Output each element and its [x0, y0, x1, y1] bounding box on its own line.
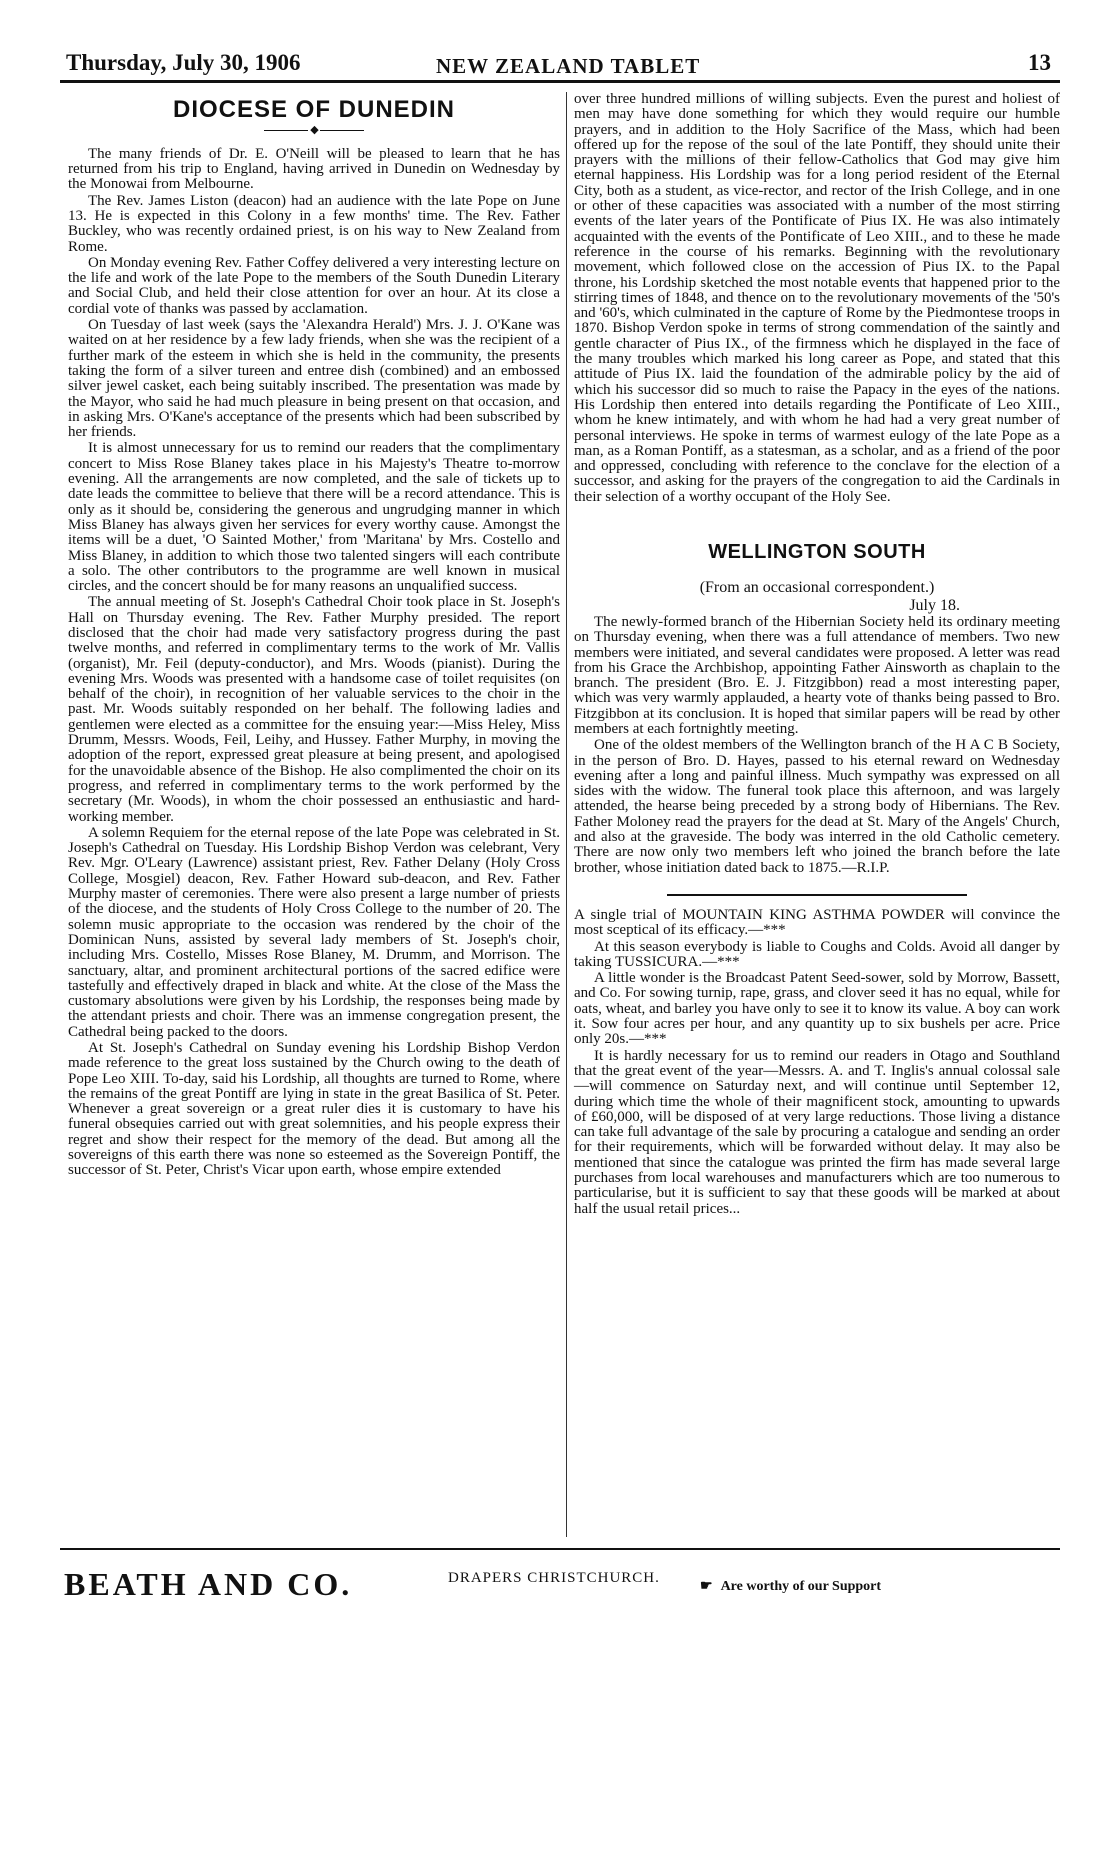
notice-inglis-sale: It is hardly necessary for us to remind our readers in Otago and Southland that the great event of the year—Messrs. A. and T. Inglis's annual colossal sale—will commence on Saturday next, and will continue until September 12, during which time the whole of their magnificent stock, amounting to upwards of £60,000, will be disposed of at very large reductions. Those living a distance can take full advantage of the sale by procuring a catalogue and sending an order for their requirements, which will be forwarded without delay. It may also be mentioned that since the catalogue was printed the firm has made several large purchases from local warehouses and manufacturers which are too numerous to particularise, but it is sufficient to say that these goods will be marked at about half the usual retail prices... [574, 1047, 1060, 1217]
support-slogan [700, 1578, 881, 1595]
footer-advert [60, 1548, 1060, 1608]
article-continuation: over three hundred millions of willing subjects. Even the purest and holiest of men may have done something for which they would require our humble prayers, and in addition to the Holy Sacrifice of the Mass, which had been offered up for the repose of the soul of the late Pontiff, they should unite their prayers with the millions of their fellow-Catholics that God may give him eternal happiness. His Lordship was for a long period resident of the Eternal City, both as a student, as vice-rector, and rector of the Irish College, and in one or other of these capacities was associated with a number of the most stirring events of the later years of the Pontificate of Pius IX. He was also intimately acquainted with the events of the Pontificate of Leo XIII., and to these he made reference in the course of his remarks. Beginning with the revolutionary movement, which followed close on the accession of Pius IX. to the Papal throne, his Lordship sketched the most notable events that happened prior to the stirring times of 1848, and thence on to the revolutionary movements of the '50's and '60's, which culminated in the capture of Rome by the Piedmontese troops in 1870. Bishop Verdon spoke in terms of strong commendation of the saintly and gentle character of Pius IX., of the firmness which he displayed in the face of the many troubles which marked his long career as Pope, and stated that this attitude of Pius IX. laid the foundation of the admirable policy by the aid of which his successor did so much to raise the Papacy in the eyes of the nations. His Lordship then entered into details regarding the Pontificate of Leo XIII., whom he knew intimately, and with whom he had had a very great number of personal interviews. He spoke in terms of warmest eulogy of the late Pope as a man, as a Roman Pontiff, as a statesman, as a scholar, and as a friend of the poor and oppressed, concluding with reference to the conclave for the election of a successor, and asking for the prayers of the congregation to aid the Cardinals in their selection of a worthy occupant of the Holy See. [574, 91, 1060, 505]
right-column [574, 92, 1060, 1217]
article-paragraph: The newly-formed branch of the Hibernian Society held its ordinary meeting on Thursday evening, when there was a full attendance of members. Two new members were initiated, and several candidates were proposed. A letter was read from his Grace the Archbishop, appointing Father Ainsworth as chaplain to the branch. The president (Bro. E. J. Fitzgibbon) read a most interesting paper, which was very warmly applauded, a hearty vote of thanks being passed to Bro. Fitzgibbon at its conclusion. It is hoped that similar papers will be read by other members at each fortnightly meeting. [574, 613, 1060, 737]
article-paragraph: It is almost unnecessary for us to remind our readers that the complimentary concert to Miss Rose Blaney takes place in his Majesty's Theatre to-morrow evening. All the arrangements are now completed, and the sale of tickets up to date leads the committee to believe that there will be a record attendance. This is only as it should be, considering the generous and ungrudging manner in which Miss Blaney has always given her services for every worthy cause. Amongst the items will be a duet, 'O Sainted Mother,' from 'Maritana' by Mrs. Costello and Miss Blaney, in addition to which those two talented singers will each contribute a solo. The other contributors to the programme are well known in musical circles, and the concert should be for many reasons an unqualified success. [68, 440, 560, 595]
article-paragraph: On Tuesday of last week (says the 'Alexandra Herald') Mrs. J. J. O'Kane was waited on at her residence by a few lady friends, when she was the recipient of a further mark of the esteem in which she is held in the community, the presents taking the form of a silver tureen and entree dish (combined) and an embossed silver jewel casket, each being suitably inscribed. The presentation was made by the Mayor, who said he had much pleasure in being present on that occasion, and in asking Mrs. O'Kane's acceptance of the presents which had been subscribed by her friends. [68, 317, 560, 441]
section-title-wellington: WELLINGTON SOUTH [708, 541, 926, 564]
article-paragraph: The annual meeting of St. Joseph's Cathedral Choir took place in St. Joseph's Hall on Thursday evening. The Rev. Father Murphy presided. The report disclosed that the choir had made very satisfactory progress during the past twelve months, and referred in complimentary terms to the work of Mr. Vallis (organist), Mr. Feil (deputy-conductor), and Mrs. Woods (pianist). During the evening Mrs. Woods was presented with a handsome case of toilet requisites (on behalf of the choir), in recognition of her valuable services to the choir in the past. Mr. Woods suitably responded on her behalf. The following ladies and gentlemen were elected as a committee for the ensuing year:—Miss Heley, Miss Drumm, Messrs. Woods, Feil, Leihy, and Hussey. Father Murphy, in moving the adoption of the report, expressed great pleasure at being present, and apologised for the unavoidable absence of the Bishop. He also complimented the choir on its progress, and referred in complimentary terms to the work performed by the secretary (Mr. Woods), in whom the choir possessed an enthusiastic and hard-working member. [68, 594, 560, 825]
article-paragraph: At St. Joseph's Cathedral on Sunday evening his Lordship Bishop Verdon made reference to the great loss sustained by the Church owing to the death of Pope Leo XIII. To-day, said his Lordship, all thoughts are turned to Rome, where the remains of the great Pontiff are lying in state in the great Basilica of St. Peter. Whenever a great sovereign or a great ruler dies it is customary to have his funeral obsequies carried out with great solemnities, and his people express their regret and show their respect for the memory of the dead. But among all the sovereigns of this earth there was none so esteemed as the Sovereign Pontiff, the successor of St. Peter, Christ's Vicar upon earth, whose empire extended [68, 1040, 560, 1179]
notice-asthma: A single trial of MOUNTAIN KING ASTHMA POWDER will convince the most sceptical of its efficacy.—*** [574, 906, 1060, 939]
pointing-hand-icon: ☛ [700, 1579, 713, 1594]
correspondent-line: (From an occasional correspondent.) [699, 579, 935, 597]
article-paragraph: The Rev. James Liston (deacon) had an audience with the late Pope on June 13. He is expected in this Colony in a few months' time. The Rev. Father Buckley, who was recently ordained priest, is on his way to New Zealand from Rome. [68, 192, 560, 255]
left-column [68, 92, 560, 1179]
notices-block [574, 908, 1060, 1217]
page-number: 13 [1028, 50, 1051, 75]
advertiser-name: BEATH AND CO. [64, 1566, 353, 1602]
article-paragraph: On Monday evening Rev. Father Coffey delivered a very interesting lecture on the life and work of the late Pope to the members of the South Dunedin Literary and Social Club, and held their close attention for over an hour. At its close a cordial vote of thanks was passed by acclamation. [68, 254, 560, 317]
article-paragraph: A solemn Requiem for the eternal repose of the late Pope was celebrated in St. Joseph's Cathedral on Tuesday. His Lordship Bishop Verdon was celebrant, Very Rev. Mgr. O'Leary (Lawrence) assistant priest, Rev. Father Delany (Holy Cross College, Mosgiel) deacon, Rev. Father Howard sub-deacon, and Rev. Father Murphy master of ceremonies. There were also present a large number of priests of the diocese, and the students of Holy Cross College to the number of 20. The solemn music appropriate to the occasion was rendered by the choir of the Dominican Nuns, assisted by several lady members of St. Joseph's choir, including Mrs. Costello, Misses Rose Blaney, M. Drumm, and Morrison. The sanctuary, altar, and prominent architectural portions of the sacred edifice were tastefully and effectively draped in black and white. At the close of the Mass the customary absolutions were given by his Lordship, the responses being made by the attendant priests and choir. There was an immense congregation present, the Cathedral being packed to the doors. [68, 824, 560, 1040]
column-divider [566, 92, 567, 1537]
section-rule [667, 894, 967, 896]
issue-date: Thursday, July 30, 1906 [66, 50, 301, 75]
advertiser-trade: DRAPERS CHRISTCHURCH. [448, 1570, 660, 1586]
title-ornament: ◆ [68, 123, 560, 138]
notice-tussicura: At this season everybody is liable to Coughs and Colds. Avoid all danger by taking TUSSICURA.—*** [574, 938, 1060, 970]
section-title-dunedin: DIOCESE OF DUNEDIN [172, 96, 456, 123]
masthead-rule [60, 80, 1060, 83]
masthead [60, 44, 1065, 84]
support-text: Are worthy of our Support [720, 1579, 882, 1594]
notice-seed-sower: A little wonder is the Broadcast Patent Seed-sower, sold by Morrow, Bassett, and Co. For sowing turnip, rape, grass, and clover seed it has no equal, while for oats, wheat, and barley you have only to see it to know its value. A boy can work it. Sow four acres per hour, and any quantity up to six bushels per acre. Price only 20s.—*** [574, 970, 1060, 1048]
publication-title: NEW ZEALAND TABLET [436, 54, 701, 78]
article-paragraph: The many friends of Dr. E. O'Neill will be pleased to learn that he has returned from his trip to England, having arrived in Dunedin on Wednesday by the Monowai from Melbourne. [68, 145, 560, 193]
dateline: July 18. [909, 596, 960, 614]
article-paragraph: One of the oldest members of the Wellington branch of the H A C B Society, in the person of Bro. D. Hayes, passed to his eternal reward on Wednesday evening after a long and painful illness. Much sympathy was expressed on all sides with the widow. The funeral took place this afternoon, and was largely attended, the hearse being preceded by a strong body of Hibernians. The Rev. Father Moloney read the prayers for the dead at St. Mary of the Angels' Church, and also at the graveside. The body was interred in the old Catholic cemetery. There are now only two members left who joined the branch before the late brother, whose initiation dated back to 1875.—R.I.P. [574, 737, 1060, 876]
